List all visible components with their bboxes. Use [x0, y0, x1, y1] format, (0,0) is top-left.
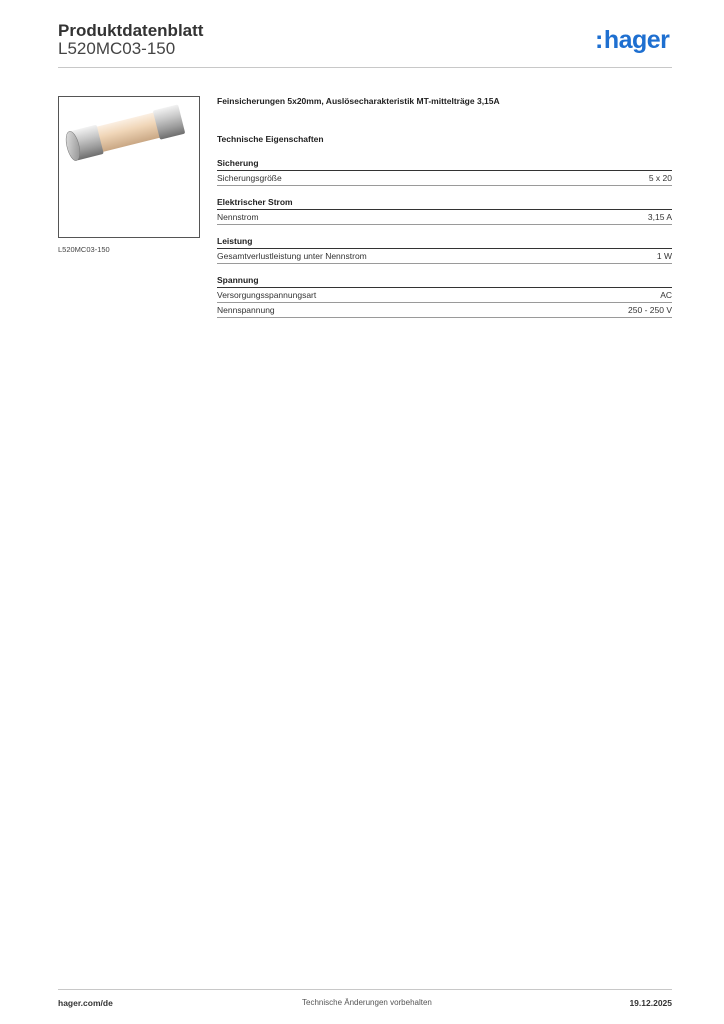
- image-caption: L520MC03-150: [58, 245, 110, 254]
- property-group-sicherung: [217, 158, 672, 186]
- product-number: L520MC03-150: [58, 39, 176, 58]
- property-value: 5 x 20: [648, 173, 672, 183]
- property-row: [217, 210, 672, 225]
- property-row: [217, 249, 672, 264]
- property-label: Nennspannung: [217, 305, 275, 315]
- logo-text: hager: [603, 26, 670, 54]
- property-value: 1 W: [656, 251, 672, 261]
- footer-divider: [58, 989, 672, 990]
- footer-date: 19.12.2025: [629, 998, 672, 1008]
- property-label: Nennstrom: [217, 212, 259, 222]
- property-row: [217, 288, 672, 303]
- website-link[interactable]: hager.com/de: [58, 998, 113, 1008]
- property-label: Versorgungsspannungsart: [217, 290, 317, 300]
- product-image: [58, 96, 200, 238]
- property-value: 250 - 250 V: [628, 305, 672, 315]
- product-details: [217, 96, 672, 318]
- property-row: [217, 303, 672, 318]
- properties-title: Technische Eigenschaften: [217, 134, 324, 144]
- group-title: Leistung: [217, 236, 672, 249]
- logo-colon: :: [595, 26, 603, 54]
- property-row: [217, 171, 672, 186]
- group-title: Sicherung: [217, 158, 672, 171]
- property-label: Sicherungsgröße: [217, 173, 282, 183]
- page-title: Produktdatenblatt: [58, 21, 204, 40]
- product-description: Feinsicherungen 5x20mm, Auslösecharakteristik MT-mittelträge 3,15A: [217, 96, 500, 106]
- footer-notice: Technische Änderungen vorbehalten: [302, 998, 432, 1007]
- header-divider: [58, 67, 672, 68]
- property-label: Gesamtverlustleistung unter Nennstrom: [217, 251, 367, 261]
- property-group-elektrischer-strom: [217, 197, 672, 225]
- group-title: Elektrischer Strom: [217, 197, 672, 210]
- group-title: Spannung: [217, 275, 672, 288]
- fuse-icon: [59, 97, 199, 237]
- hager-logo: [595, 28, 669, 53]
- property-group-leistung: [217, 236, 672, 264]
- property-value: AC: [660, 290, 672, 300]
- property-value: 3,15 A: [647, 212, 672, 222]
- property-group-spannung: [217, 275, 672, 318]
